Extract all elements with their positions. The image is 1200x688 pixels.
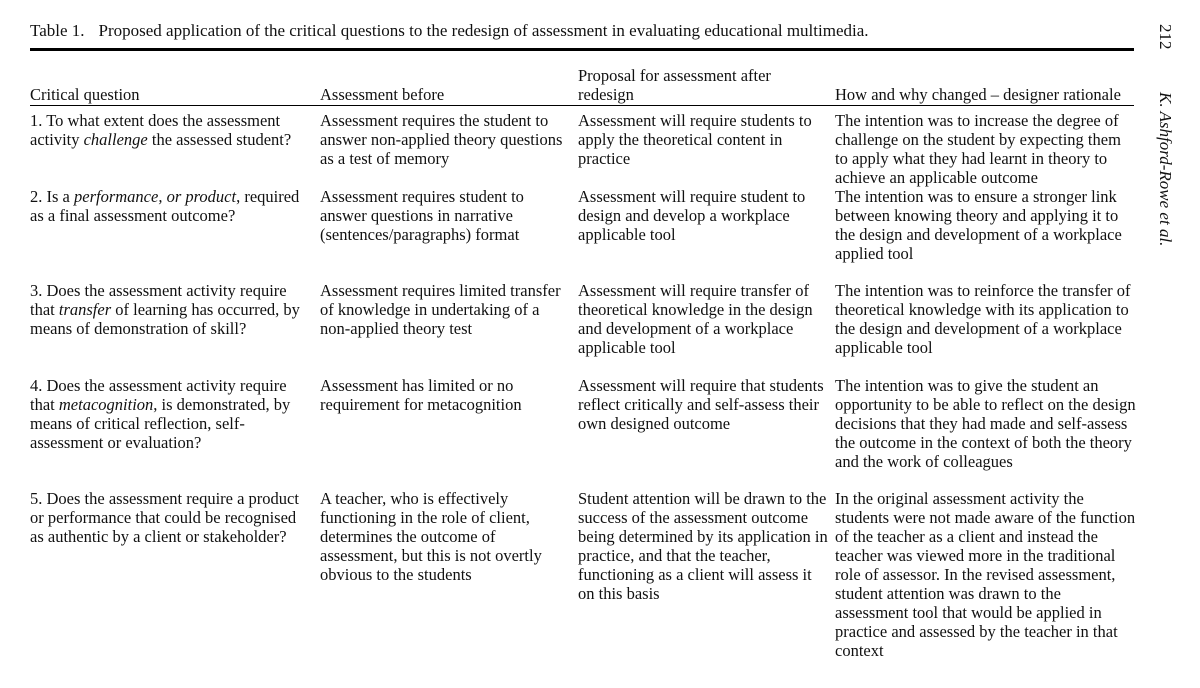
- rotated-side-text: [1148, 22, 1188, 282]
- page-side-margin: [1148, 22, 1188, 282]
- row4-critical-question: 4. Does the assessment activity require that metacognition, is demonstrated, by means of critical reflection, self-assessment or evaluation?: [30, 376, 291, 452]
- row1-designer-rationale: The intention was to increase the degree of challenge on the student by expecting them to apply what they had learnt in theory to achieve an applicable outcome: [835, 111, 1121, 187]
- table-caption-text: Proposed application of the critical questions to the redesign of assessment in evaluating educational multimedia.: [98, 21, 869, 40]
- top-rule: [30, 48, 1134, 51]
- header-rule: [30, 105, 1134, 106]
- row2-assessment-before: Assessment requires student to answer questions in narrative (sentences/paragraphs) format: [320, 187, 524, 244]
- row3-critical-question: 3. Does the assessment activity require that transfer of learning has occurred, by means of demonstration of skill?: [30, 281, 300, 338]
- running-head: K. Ashford-Rowe et al.: [1156, 92, 1175, 247]
- table-label: Table 1.: [30, 21, 85, 40]
- row2-designer-rationale: The intention was to ensure a stronger link between knowing theory and applying it to the design and development of a workplace applied tool: [835, 187, 1122, 263]
- row4-designer-rationale: The intention was to give the student an opportunity to be able to reflect on the design decisions that they had made and self-assess the outcome in the context of both the theory and the work of colleagues: [835, 376, 1136, 471]
- header-designer-rationale: How and why changed – designer rationale: [835, 85, 1121, 104]
- row3-proposal-after: Assessment will require transfer of theoretical knowledge in the design and development of a workplace applicable tool: [578, 281, 813, 357]
- row1-proposal-after: Assessment will require students to apply the theoretical content in practice: [578, 111, 812, 168]
- row2-proposal-after: Assessment will require student to design and develop a workplace applicable tool: [578, 187, 806, 244]
- row3-designer-rationale: The intention was to reinforce the transfer of theoretical knowledge with its application to the design and development of a workplace applicable tool: [835, 281, 1131, 357]
- header-proposal-after: Proposal for assessment after redesign: [578, 66, 771, 104]
- row1-critical-question: 1. To what extent does the assessment activity challenge the assessed student?: [30, 111, 292, 149]
- row4-proposal-after: Assessment will require that students reflect critically and self-assess their own designed outcome: [578, 376, 824, 433]
- row2-critical-question: 2. Is a performance, or product, required as a final assessment outcome?: [30, 187, 300, 225]
- table-caption: [30, 20, 869, 42]
- row1-assessment-before: Assessment requires the student to answer non-applied theory questions as a test of memory: [320, 111, 563, 168]
- header-assessment-before: Assessment before: [320, 85, 445, 104]
- row3-assessment-before: Assessment requires limited transfer of knowledge in undertaking of a non-applied theory test: [320, 281, 561, 338]
- row5-critical-question: 5. Does the assessment require a product or performance that could be recognised as authentic by a client or stakeholder?: [30, 489, 299, 546]
- row5-proposal-after: Student attention will be drawn to the success of the assessment outcome being determined by its application in practice, and that the teacher, functioning as a client will assess it on this basis: [578, 489, 828, 603]
- row5-designer-rationale: In the original assessment activity the students were not made aware of the function of the teacher as a client and instead the teacher was viewed more in the traditional role of assessor. In the revised assessment, student attention was drawn to the assessment tool that would be applied in practice and assessed by the teacher in that context: [835, 489, 1136, 660]
- header-critical-question: Critical question: [30, 85, 140, 104]
- page-number: 212: [1156, 24, 1175, 50]
- row5-assessment-before: A teacher, who is effectively functioning in the role of client, determines the outcome of assessment, but this is not overtly obvious to the students: [320, 489, 542, 584]
- row4-assessment-before: Assessment has limited or no requirement for metacognition: [320, 376, 522, 414]
